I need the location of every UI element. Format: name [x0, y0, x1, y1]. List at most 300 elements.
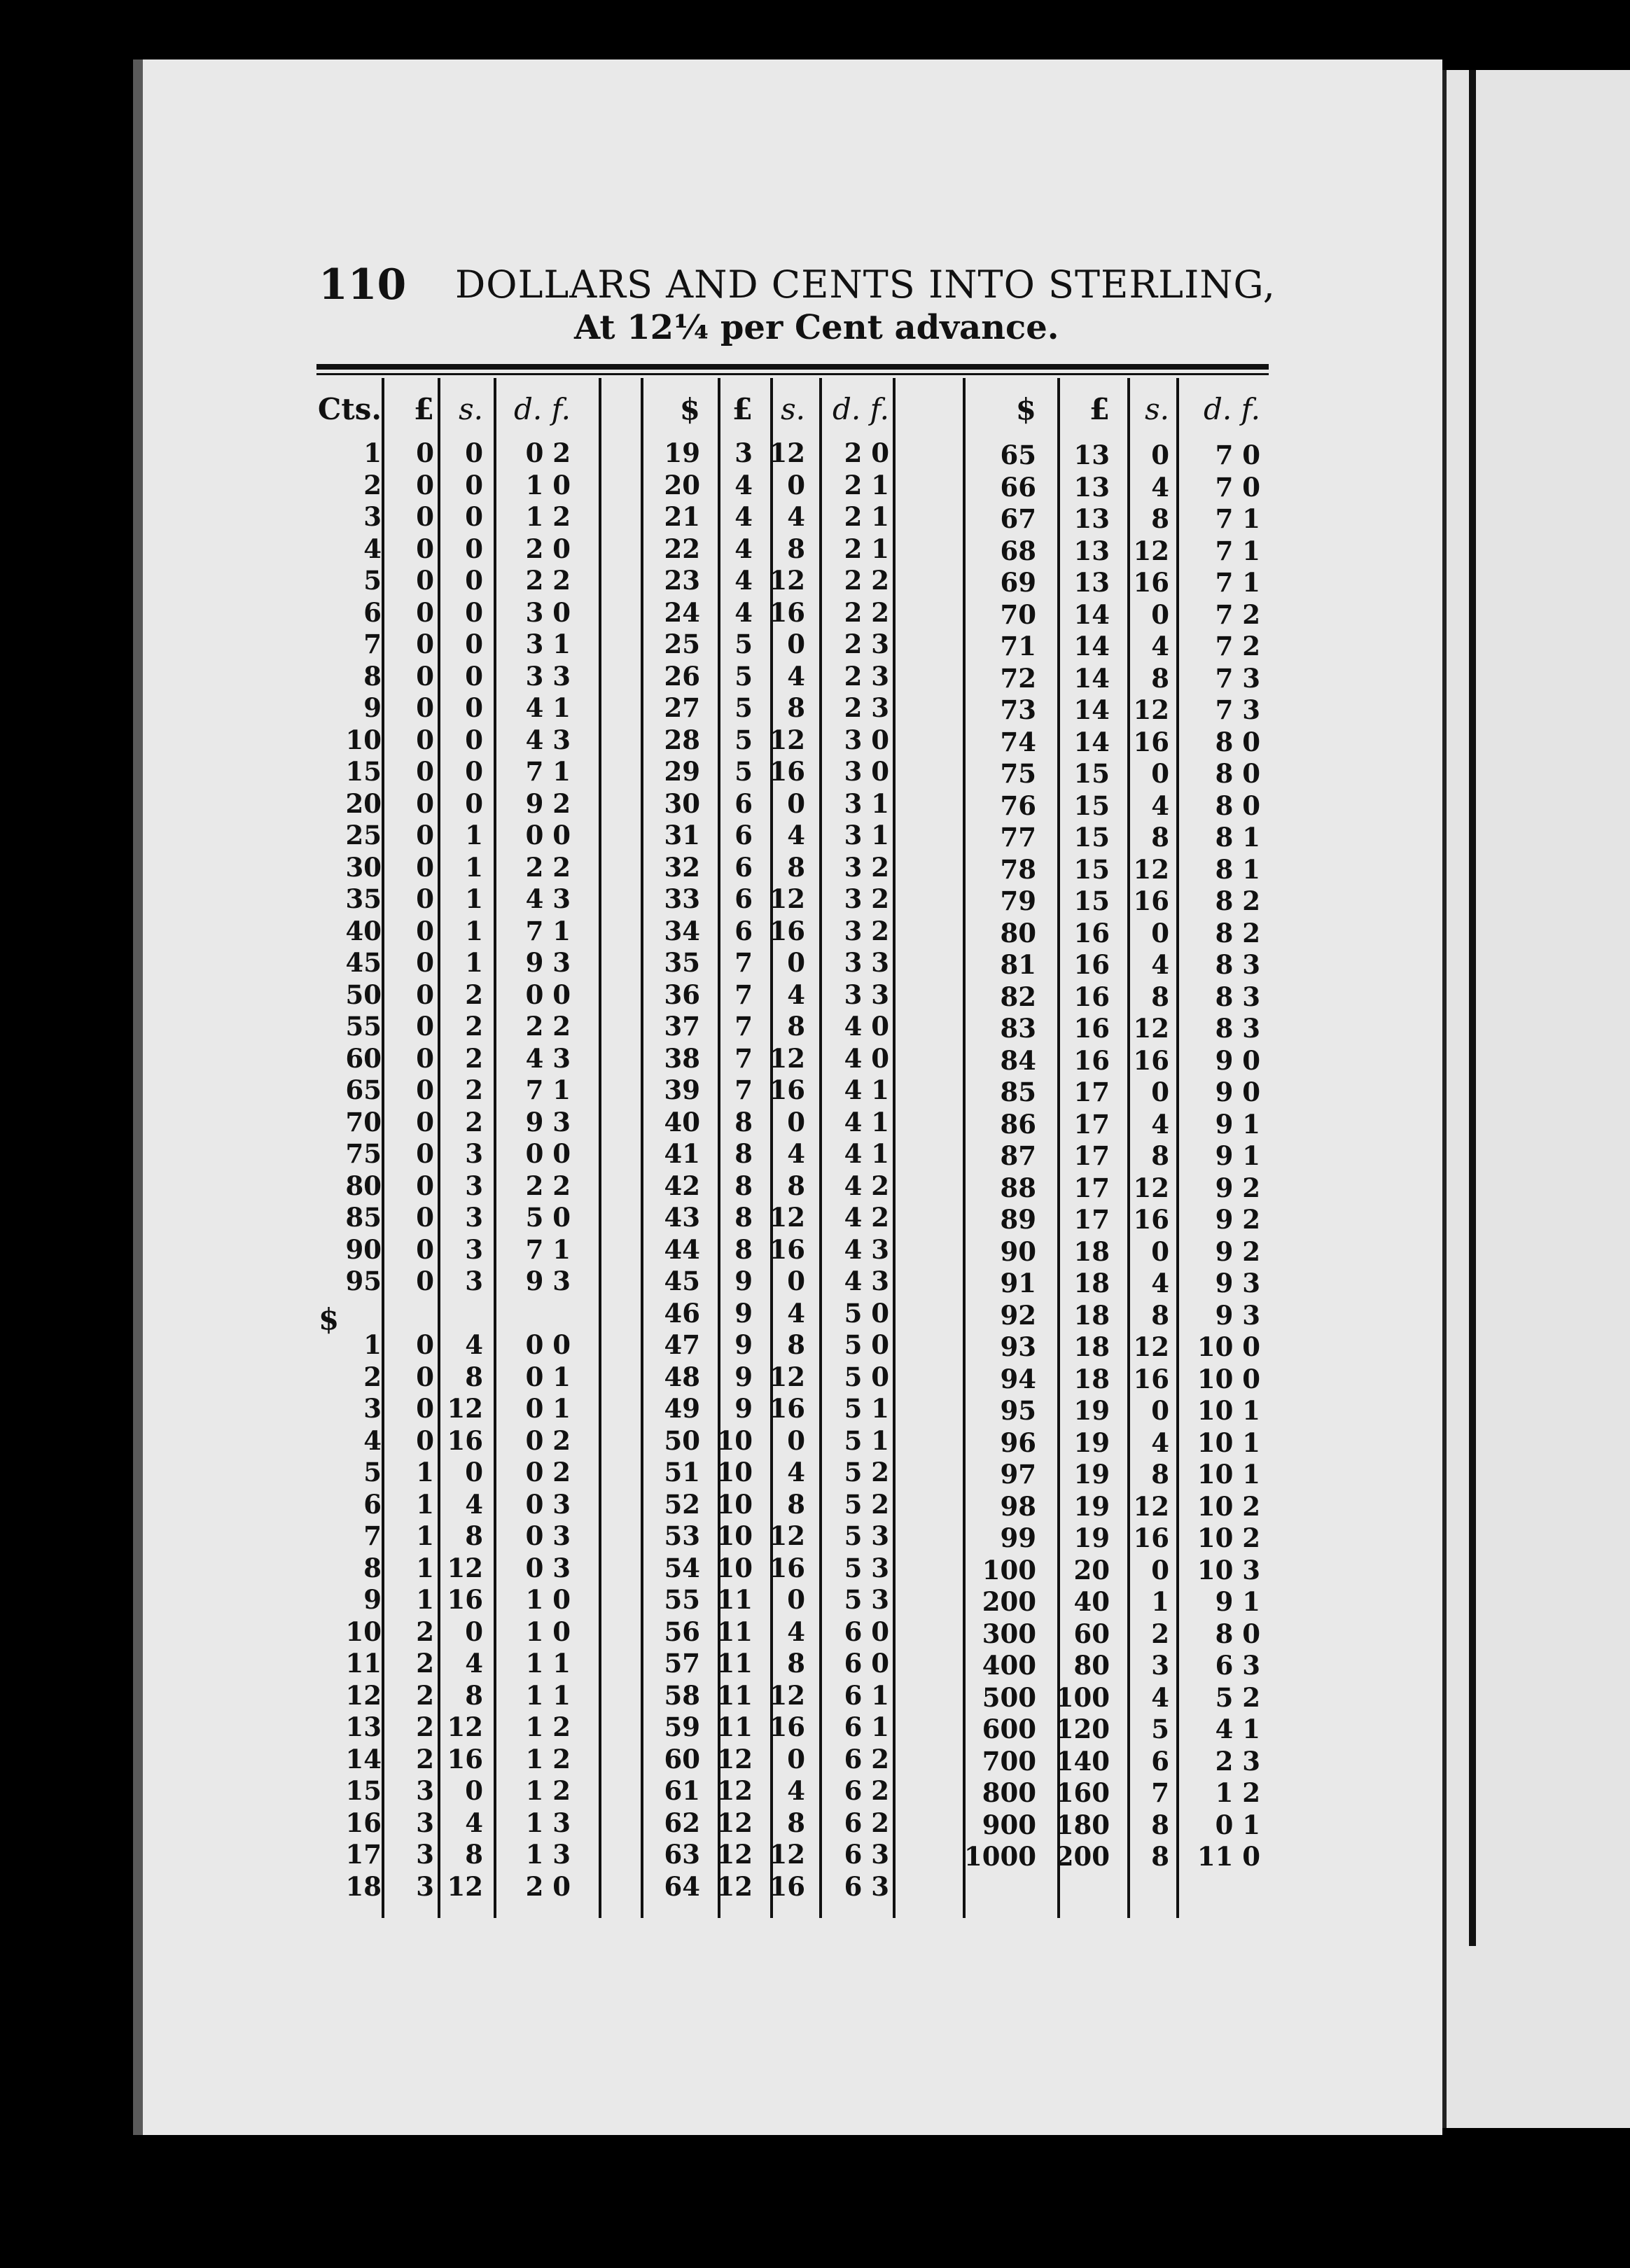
table-cell: 1 — [465, 915, 483, 946]
table-cell: 16 — [769, 1712, 805, 1742]
column-header: s. — [1145, 392, 1169, 426]
table-cell: 8 — [734, 1202, 753, 1233]
table-cell: 0 — [465, 533, 483, 564]
table-cell: 17 — [1073, 1108, 1110, 1140]
table-cell: 75 — [1000, 758, 1036, 789]
table-cell: 10 0 — [1197, 1363, 1260, 1394]
table-cell: 64 — [664, 1870, 700, 1902]
table-cell: 5 — [363, 1457, 382, 1488]
table-cell: 4 1 — [844, 1138, 889, 1169]
table-cell: 99 — [1000, 1522, 1036, 1553]
table-cell: 11 — [716, 1616, 753, 1647]
table-cell: 90 — [1000, 1236, 1036, 1267]
table-cell: 160 — [1055, 1777, 1110, 1808]
table-cell: 58 — [664, 1679, 700, 1711]
table-cell: 8 2 — [1215, 886, 1260, 916]
table-cell: 97 — [1000, 1459, 1036, 1490]
table-cell: 7 — [734, 1011, 753, 1042]
table-cell: 9 2 — [1215, 1236, 1260, 1267]
table-cell: 2 1 — [844, 533, 889, 564]
table-cell: 16 — [1133, 1522, 1169, 1553]
table-cell: 10 1 — [1197, 1459, 1260, 1490]
table-cell: 7 — [734, 979, 753, 1010]
column-rule — [494, 378, 496, 1918]
table-cell: 19 — [1073, 1490, 1110, 1522]
header-rule — [316, 364, 1269, 370]
table-cell: 0 0 — [525, 1329, 571, 1360]
table-cell: 9 3 — [1215, 1268, 1260, 1298]
table-cell: 6 0 — [844, 1648, 889, 1679]
table-cell: 200 — [982, 1586, 1036, 1617]
table-cell: 10 2 — [1197, 1522, 1260, 1553]
table-cell: 52 — [664, 1488, 700, 1520]
table-cell: 16 — [769, 1074, 805, 1105]
table-cell: 9 1 — [1215, 1586, 1260, 1617]
table-cell: 25 — [345, 820, 382, 850]
table-cell: 80 — [1000, 917, 1036, 948]
table-cell: 7 — [1151, 1777, 1169, 1808]
table-cell: 7 1 — [525, 756, 571, 787]
table-cell: 10 — [345, 724, 382, 755]
table-cell: 65 — [1000, 440, 1036, 470]
table-cell: 8 0 — [1215, 758, 1260, 789]
table-cell: 3 — [416, 1807, 434, 1838]
table-cell: 11 — [716, 1712, 753, 1742]
table-cell: 2 2 — [525, 851, 571, 883]
table-cell: 6 — [363, 1488, 382, 1520]
table-cell: 1 — [416, 1552, 434, 1583]
table-cell: 1 2 — [525, 501, 571, 532]
table-cell: 16 — [769, 756, 805, 787]
table-cell: 16 — [1133, 1044, 1169, 1076]
column-header: d. f. — [514, 392, 571, 426]
column-header: s. — [781, 392, 805, 426]
table-cell: 14 — [1073, 662, 1110, 694]
table-cell: 3 2 — [844, 851, 889, 883]
table-cell: 16 — [447, 1743, 483, 1774]
table-cell: 3 — [465, 1266, 483, 1296]
column-header: £ — [732, 392, 753, 426]
table-cell: 3 — [416, 1775, 434, 1806]
table-cell: 35 — [664, 947, 700, 978]
table-cell: 7 — [363, 629, 382, 659]
table-cell: 11 0 — [1197, 1841, 1260, 1872]
table-cell: 84 — [1000, 1044, 1036, 1076]
table-cell: 0 — [416, 1042, 434, 1074]
table-cell: 100 — [1055, 1681, 1110, 1713]
table-cell: 0 1 — [525, 1361, 571, 1392]
table-cell: 60 — [345, 1042, 382, 1074]
table-cell: 7 — [363, 1520, 382, 1551]
table-cell: 1000 — [964, 1841, 1036, 1872]
table-cell: 3 — [465, 1138, 483, 1169]
table-cell: 2 — [1151, 1618, 1169, 1649]
table-cell: 40 — [345, 915, 382, 946]
table-cell: 0 — [416, 596, 434, 628]
table-cell: 600 — [982, 1714, 1036, 1744]
table-cell: 33 — [664, 883, 700, 914]
table-cell: 0 — [416, 979, 434, 1010]
table-cell: 7 — [734, 1042, 753, 1074]
table-cell: 8 — [734, 1233, 753, 1265]
table-cell: 5 1 — [844, 1393, 889, 1424]
table-cell: 4 — [1151, 1268, 1169, 1298]
table-cell: 10 1 — [1197, 1395, 1260, 1426]
table-cell: 0 — [465, 692, 483, 723]
table-cell: 1 0 — [525, 469, 571, 500]
table-cell: 98 — [1000, 1490, 1036, 1522]
column-rule — [382, 378, 384, 1918]
table-cell: 3 — [465, 1170, 483, 1201]
table-cell: 12 — [769, 1520, 805, 1551]
table-cell: 34 — [664, 915, 700, 946]
table-cell: 1 2 — [525, 1775, 571, 1806]
table-cell: 0 — [416, 469, 434, 500]
table-cell: 6 — [363, 596, 382, 628]
table-cell: 9 — [734, 1297, 753, 1329]
table-cell: 57 — [664, 1648, 700, 1679]
table-cell: 8 — [1151, 1809, 1169, 1840]
table-cell: 0 — [416, 660, 434, 692]
table-cell: 8 — [1151, 662, 1169, 694]
table-cell: 2 — [416, 1648, 434, 1679]
table-cell: 54 — [664, 1552, 700, 1583]
table-cell: 300 — [982, 1618, 1036, 1649]
table-cell: 0 — [416, 501, 434, 532]
table-cell: 20 — [1073, 1554, 1110, 1586]
table-cell: 4 — [787, 660, 805, 692]
table-cell: 2 — [465, 1011, 483, 1042]
table-cell: 16 — [1133, 1363, 1169, 1394]
table-cell: 17 — [345, 1839, 382, 1870]
table-cell: 0 — [465, 596, 483, 628]
table-cell: 0 — [465, 788, 483, 819]
table-cell: 13 — [1073, 535, 1110, 566]
table-cell: 85 — [1000, 1077, 1036, 1107]
table-cell: 1 — [465, 947, 483, 978]
table-cell: 16 — [447, 1584, 483, 1615]
table-cell: 4 — [787, 1457, 805, 1488]
table-cell: 8 — [465, 1679, 483, 1711]
column-header: $ — [679, 392, 700, 426]
table-cell: 0 — [787, 1424, 805, 1456]
table-cell: 4 — [734, 596, 753, 628]
table-cell: 9 — [363, 1584, 382, 1615]
table-cell: 9 3 — [525, 1266, 571, 1296]
table-cell: 4 — [787, 1775, 805, 1806]
table-cell: 14 — [1073, 631, 1110, 662]
table-cell: 4 — [1151, 471, 1169, 503]
table-cell: 8 — [1151, 1841, 1169, 1872]
table-cell: 10 — [716, 1457, 753, 1488]
table-cell: 15 — [1073, 853, 1110, 885]
table-cell: 4 — [465, 1807, 483, 1838]
table-cell: 94 — [1000, 1363, 1036, 1394]
table-cell: 7 1 — [525, 1074, 571, 1105]
table-cell: 4 — [787, 501, 805, 532]
table-cell: 12 — [1133, 1172, 1169, 1203]
table-cell: 26 — [664, 660, 700, 692]
table-cell: 2 — [363, 469, 382, 500]
table-cell: 1 — [363, 438, 382, 468]
table-cell: 3 — [416, 1839, 434, 1870]
table-cell: 12 — [1133, 535, 1169, 566]
table-cell: 24 — [664, 596, 700, 628]
table-cell: 0 — [416, 1074, 434, 1105]
table-cell: 8 — [787, 1488, 805, 1520]
table-cell: 8 — [734, 1106, 753, 1138]
table-cell: 4 — [734, 469, 753, 500]
table-cell: 60 — [664, 1743, 700, 1774]
table-cell: 18 — [1073, 1268, 1110, 1298]
table-cell: 4 3 — [525, 883, 571, 914]
table-cell: 12 — [447, 1552, 483, 1583]
table-cell: 8 1 — [1215, 822, 1260, 853]
column-header: s. — [459, 392, 483, 426]
table-cell: 0 — [787, 1266, 805, 1296]
table-cell: 83 — [1000, 1013, 1036, 1044]
table-cell: 16 — [447, 1424, 483, 1456]
table-cell: 38 — [664, 1042, 700, 1074]
table-cell: 10 — [345, 1616, 382, 1647]
table-cell: 28 — [664, 724, 700, 755]
table-cell: 0 — [787, 1106, 805, 1138]
table-cell: 1 0 — [525, 1584, 571, 1615]
column-header: £ — [413, 392, 434, 426]
table-cell: 3 — [465, 1233, 483, 1265]
table-cell: 15 — [345, 1775, 382, 1806]
table-cell: 7 3 — [1215, 662, 1260, 694]
table-cell: 18 — [1073, 1363, 1110, 1394]
dollar-section-mark: $ — [319, 1302, 340, 1336]
table-cell: 11 — [716, 1648, 753, 1679]
table-cell: 13 — [1073, 440, 1110, 470]
table-cell: 7 1 — [525, 1233, 571, 1265]
table-cell: 12 — [769, 1042, 805, 1074]
table-cell: 50 — [664, 1424, 700, 1456]
column-rule — [893, 378, 896, 1918]
table-cell: 16 — [769, 596, 805, 628]
table-cell: 7 — [734, 947, 753, 978]
table-cell: 2 2 — [844, 565, 889, 596]
table-cell: 78 — [1000, 853, 1036, 885]
table-cell: 1 1 — [525, 1679, 571, 1711]
table-cell: 18 — [1073, 1331, 1110, 1362]
table-cell: 9 — [734, 1393, 753, 1424]
table-cell: 18 — [345, 1870, 382, 1902]
table-cell: 17 — [1073, 1172, 1110, 1203]
table-cell: 0 — [416, 756, 434, 787]
table-cell: 41 — [664, 1138, 700, 1169]
table-cell: 0 — [1151, 758, 1169, 789]
table-cell: 6 — [1151, 1745, 1169, 1777]
table-cell: 3 — [363, 1393, 382, 1424]
table-cell: 80 — [1073, 1650, 1110, 1681]
table-cell: 12 — [1133, 1331, 1169, 1362]
table-cell: 49 — [664, 1393, 700, 1424]
table-cell: 0 2 — [525, 1424, 571, 1456]
table-cell: 2 3 — [844, 692, 889, 723]
table-cell: 62 — [664, 1807, 700, 1838]
table-cell: 10 — [716, 1520, 753, 1551]
table-cell: 14 — [1073, 726, 1110, 757]
table-cell: 900 — [982, 1809, 1036, 1840]
table-cell: 82 — [1000, 981, 1036, 1012]
table-cell: 88 — [1000, 1172, 1036, 1203]
table-cell: 4 1 — [844, 1074, 889, 1105]
table-cell: 0 — [416, 1011, 434, 1042]
table-cell: 9 2 — [1215, 1204, 1260, 1235]
table-cell: 72 — [1000, 662, 1036, 694]
table-cell: 2 — [465, 1042, 483, 1074]
table-cell: 4 — [787, 820, 805, 850]
table-cell: 0 — [465, 724, 483, 755]
table-cell: 4 — [787, 1616, 805, 1647]
table-cell: 8 3 — [1215, 981, 1260, 1012]
table-cell: 0 — [1151, 1077, 1169, 1107]
page-title: DOLLARS AND CENTS INTO STERLING, — [455, 262, 1276, 307]
table-cell: 9 1 — [1215, 1108, 1260, 1140]
table-cell: 16 — [769, 1393, 805, 1424]
table-cell: 61 — [664, 1775, 700, 1806]
table-cell: 4 — [1151, 631, 1169, 662]
table-cell: 4 — [787, 979, 805, 1010]
table-cell: 20 — [664, 469, 700, 500]
table-cell: 5 3 — [844, 1584, 889, 1615]
table-cell: 12 — [447, 1393, 483, 1424]
table-cell: 12 — [769, 438, 805, 468]
table-cell: 3 — [465, 1202, 483, 1233]
table-cell: 9 1 — [1215, 1140, 1260, 1171]
table-cell: 0 — [416, 883, 434, 914]
table-cell: 20 — [345, 788, 382, 819]
table-cell: 12 — [769, 1361, 805, 1392]
table-cell: 12 — [716, 1870, 753, 1902]
table-cell: 19 — [664, 438, 700, 468]
table-cell: 3 — [363, 501, 382, 532]
table-cell: 8 0 — [1215, 726, 1260, 757]
table-cell: 14 — [1073, 598, 1110, 630]
table-cell: 89 — [1000, 1204, 1036, 1235]
table-cell: 12 — [716, 1775, 753, 1806]
table-cell: 4 — [1151, 790, 1169, 821]
table-cell: 8 — [363, 1552, 382, 1583]
table-cell: 48 — [664, 1361, 700, 1392]
table-cell: 14 — [345, 1743, 382, 1774]
table-cell: 2 — [465, 979, 483, 1010]
table-cell: 0 — [416, 692, 434, 723]
table-cell: 3 1 — [525, 629, 571, 659]
table-cell: 16 — [769, 1552, 805, 1583]
table-cell: 13 — [345, 1712, 382, 1742]
table-cell: 0 0 — [525, 820, 571, 850]
table-cell: 12 — [716, 1807, 753, 1838]
table-cell: 36 — [664, 979, 700, 1010]
table-cell: 6 — [734, 820, 753, 850]
table-cell: 5 — [734, 629, 753, 659]
table-cell: 16 — [1133, 567, 1169, 598]
table-cell: 0 — [416, 947, 434, 978]
table-cell: 4 — [1151, 1427, 1169, 1458]
table-cell: 45 — [664, 1266, 700, 1296]
table-cell: 5 — [734, 660, 753, 692]
table-cell: 2 — [416, 1743, 434, 1774]
table-cell: 8 — [1151, 1459, 1169, 1490]
table-cell: 0 3 — [525, 1520, 571, 1551]
table-cell: 9 0 — [1215, 1044, 1260, 1076]
table-cell: 73 — [1000, 694, 1036, 725]
table-cell: 2 0 — [525, 533, 571, 564]
table-cell: 40 — [1073, 1586, 1110, 1617]
table-cell: 6 0 — [844, 1616, 889, 1647]
table-cell: 15 — [1073, 822, 1110, 853]
table-cell: 4 — [363, 533, 382, 564]
table-cell: 40 — [664, 1106, 700, 1138]
table-cell: 7 0 — [1215, 440, 1260, 470]
table-cell: 9 — [363, 692, 382, 723]
table-cell: 39 — [664, 1074, 700, 1105]
table-cell: 19 — [1073, 1395, 1110, 1426]
table-cell: 0 — [1151, 598, 1169, 630]
table-cell: 16 — [1133, 886, 1169, 916]
table-cell: 3 0 — [844, 724, 889, 755]
table-cell: 45 — [345, 947, 382, 978]
table-cell: 0 — [1151, 1554, 1169, 1586]
table-cell: 12 — [716, 1839, 753, 1870]
table-cell: 5 2 — [1215, 1681, 1260, 1713]
table-cell: 8 2 — [1215, 917, 1260, 948]
table-cell: 4 0 — [844, 1011, 889, 1042]
table-cell: 1 0 — [525, 1616, 571, 1647]
table-cell: 16 — [769, 1233, 805, 1265]
table-cell: 29 — [664, 756, 700, 787]
table-cell: 6 1 — [844, 1712, 889, 1742]
table-cell: 37 — [664, 1011, 700, 1042]
table-cell: 0 — [416, 629, 434, 659]
table-cell: 17 — [1073, 1140, 1110, 1171]
table-cell: 0 — [1151, 1236, 1169, 1267]
table-cell: 42 — [664, 1170, 700, 1201]
table-cell: 95 — [345, 1266, 382, 1296]
table-cell: 0 — [465, 1616, 483, 1647]
table-cell: 6 3 — [844, 1870, 889, 1902]
table-cell: 0 — [416, 1202, 434, 1233]
table-cell: 15 — [1073, 790, 1110, 821]
table-cell: 13 — [1073, 471, 1110, 503]
table-cell: 0 — [416, 1329, 434, 1360]
table-cell: 6 — [734, 883, 753, 914]
table-cell: 6 2 — [844, 1743, 889, 1774]
header-rule-thin — [316, 373, 1269, 375]
table-cell: 4 — [1151, 1681, 1169, 1713]
table-cell: 7 1 — [1215, 535, 1260, 566]
table-cell: 5 — [734, 756, 753, 787]
table-cell: 1 — [416, 1488, 434, 1520]
table-cell: 8 0 — [1215, 1618, 1260, 1649]
table-cell: 0 — [787, 629, 805, 659]
table-cell: 4 — [787, 1138, 805, 1169]
table-cell: 3 1 — [844, 788, 889, 819]
table-cell: 100 — [982, 1554, 1036, 1586]
table-cell: 3 — [1151, 1650, 1169, 1681]
table-cell: 16 — [345, 1807, 382, 1838]
table-cell: 2 1 — [844, 469, 889, 500]
table-cell: 22 — [664, 533, 700, 564]
table-cell: 0 — [416, 1361, 434, 1392]
table-cell: 3 2 — [844, 915, 889, 946]
table-cell: 12 — [769, 1202, 805, 1233]
table-cell: 6 3 — [844, 1839, 889, 1870]
